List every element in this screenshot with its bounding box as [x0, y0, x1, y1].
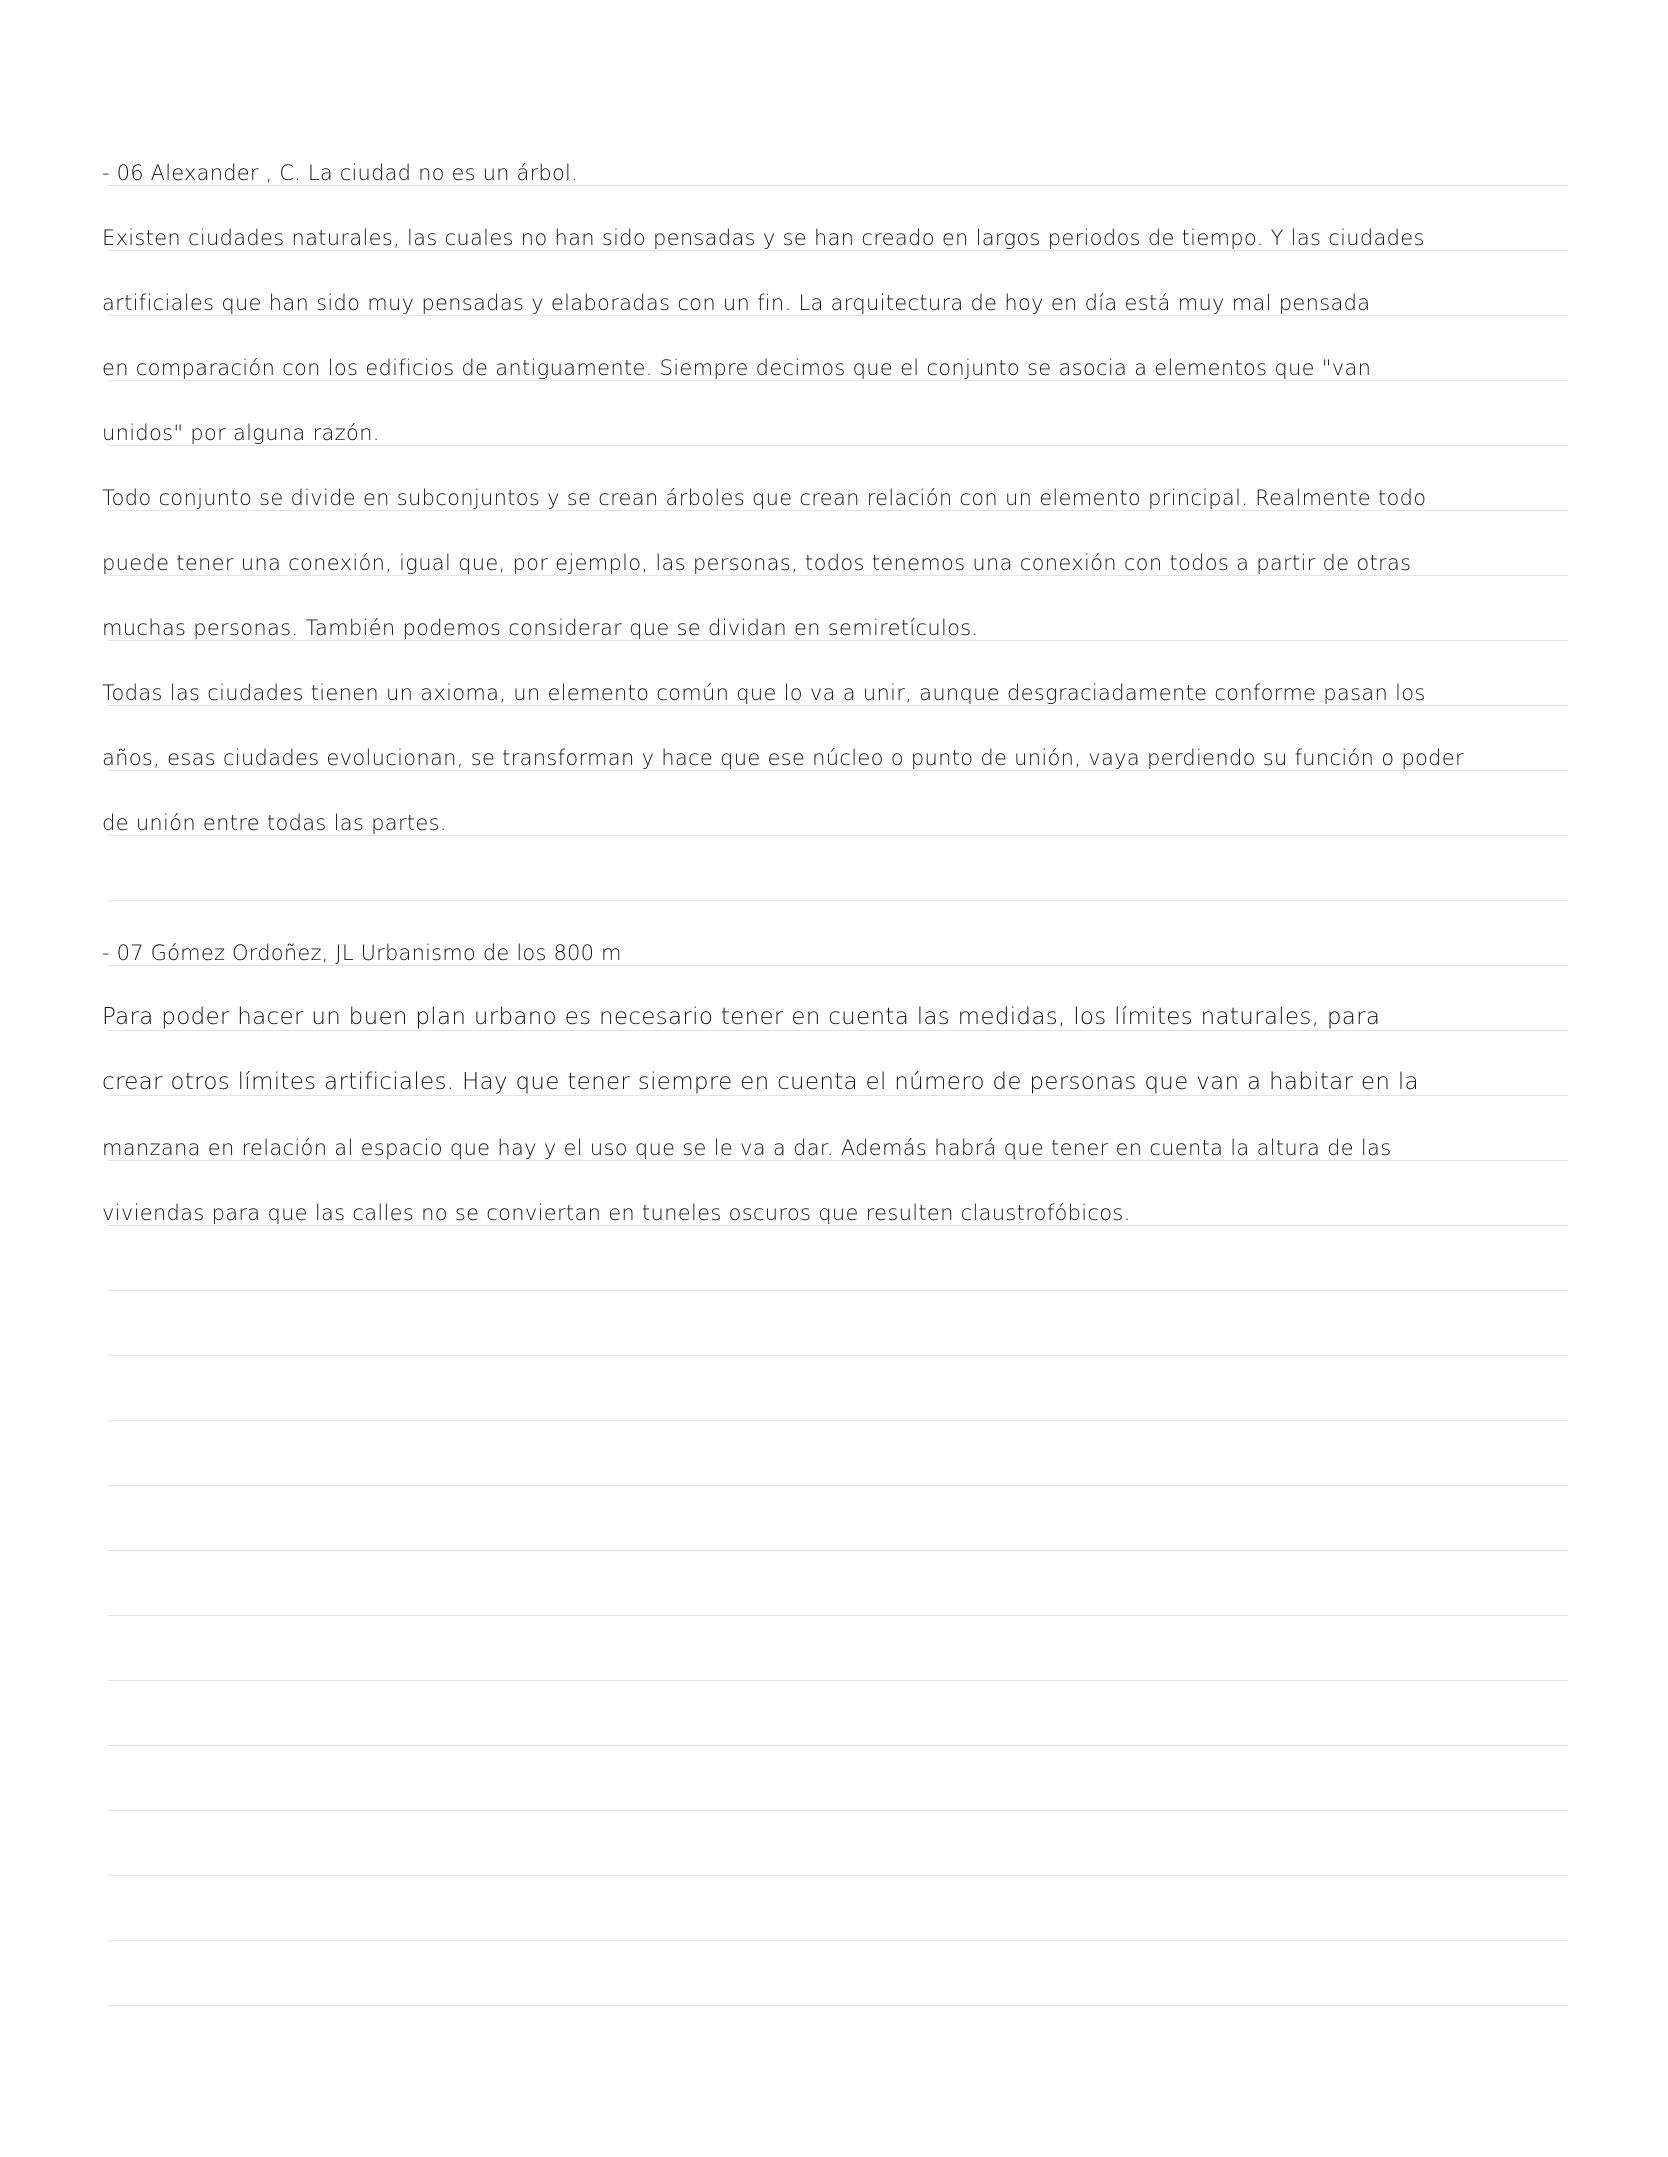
ruled-line	[108, 1485, 1568, 1486]
note-heading: - 06 Alexander , C. La ciudad no es un árbol.	[102, 163, 578, 184]
ruled-line	[108, 1095, 1568, 1096]
ruled-line	[108, 1810, 1568, 1811]
note-line: Para poder hacer un buen plan urbano es necesario tener en cuenta las medidas, los límites naturales, para	[102, 1006, 1381, 1029]
note-line: manzana en relación al espacio que hay y el uso que se le va a dar. Además habrá que tener en cuenta la altura de las	[102, 1138, 1392, 1159]
note-line: años, esas ciudades evolucionan, se transforman y hace que ese núcleo o punto de unión, vaya perdiendo su función o poder	[102, 748, 1464, 769]
note-line: Todas las ciudades tienen un axioma, un elemento común que lo va a unir, aunque desgraciadamente conforme pasan los	[102, 683, 1426, 704]
ruled-line	[108, 1355, 1568, 1356]
ruled-line	[108, 380, 1568, 381]
ruled-line	[108, 185, 1568, 186]
ruled-line	[108, 1030, 1568, 1031]
ruled-line	[108, 1745, 1568, 1746]
note-line: artificiales que han sido muy pensadas y elaboradas con un fin. La arquitectura de hoy en día está muy mal pensada	[102, 293, 1371, 314]
ruled-line	[108, 1680, 1568, 1681]
ruled-line	[108, 250, 1568, 251]
note-line: en comparación con los edificios de antiguamente. Siempre decimos que el conjunto se asocia a elementos que "van	[102, 358, 1372, 379]
ruled-line	[108, 1615, 1568, 1616]
note-line: puede tener una conexión, igual que, por ejemplo, las personas, todos tenemos una conexión con todos a partir de otras	[102, 553, 1412, 574]
ruled-line	[108, 640, 1568, 641]
ruled-line	[108, 315, 1568, 316]
note-line: crear otros límites artificiales. Hay que tener siempre en cuenta el número de personas que van a habitar en la	[102, 1071, 1419, 1094]
ruled-line	[108, 1940, 1568, 1941]
ruled-line	[108, 445, 1568, 446]
ruled-line	[108, 1160, 1568, 1161]
ruled-line	[108, 1420, 1568, 1421]
ruled-line	[108, 705, 1568, 706]
ruled-line	[108, 575, 1568, 576]
ruled-line	[108, 1290, 1568, 1291]
ruled-line	[108, 1225, 1568, 1226]
note-line: viviendas para que las calles no se conviertan en tuneles oscuros que resulten claustrofóbicos.	[102, 1203, 1131, 1224]
ruled-line	[108, 2005, 1568, 2006]
ruled-line	[108, 1875, 1568, 1876]
note-line: de unión entre todas las partes.	[102, 813, 447, 834]
note-line: Todo conjunto se divide en subconjuntos y se crean árboles que crean relación con un elemento principal. Realmente todo	[102, 488, 1427, 509]
note-heading: - 07 Gómez Ordoñez, JL Urbanismo de los 800 m	[102, 943, 622, 964]
ruled-line	[108, 835, 1568, 836]
ruled-line	[108, 770, 1568, 771]
ruled-line	[108, 900, 1568, 901]
ruled-line	[108, 1550, 1568, 1551]
ruled-line	[108, 510, 1568, 511]
ruled-line	[108, 965, 1568, 966]
note-line: muchas personas. También podemos considerar que se dividan en semiretículos.	[102, 618, 979, 639]
note-line: Existen ciudades naturales, las cuales no han sido pensadas y se han creado en largos periodos de tiempo. Y las ciudades	[102, 228, 1425, 249]
note-line: unidos" por alguna razón.	[102, 423, 380, 444]
